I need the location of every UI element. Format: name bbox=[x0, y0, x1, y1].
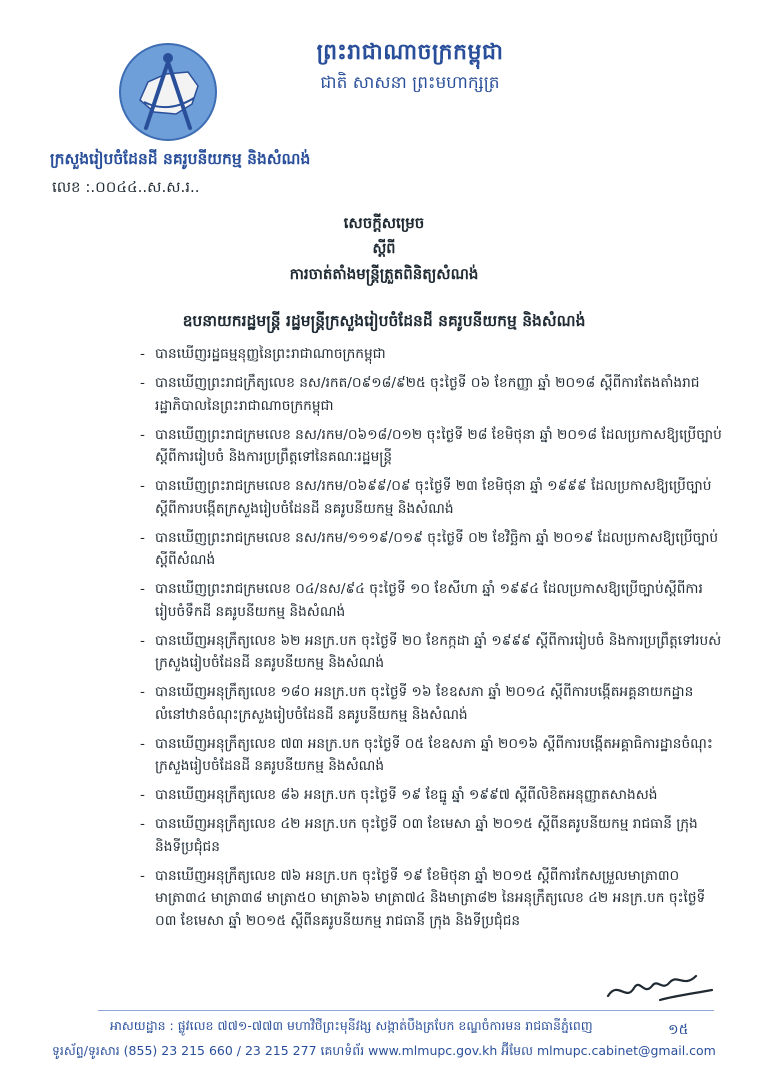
decision-subtitle-on: ស្តីពី bbox=[372, 241, 396, 257]
clause-item: - បានឃើញអនុក្រឹត្យលេខ ៧៣ អនក្រ.បក ចុះថ្ងៃទី ០៥ ខែឧសភា ឆ្នាំ ២០១៦ ស្តីពីការបង្កើតអគ្គាធិការដ្ឋានចំណុះក្រសួងរៀបចំដែនដី នគរូបនីយកម្ម និងសំណង់ bbox=[140, 733, 725, 778]
issuing-authority: ឧបនាយករដ្ឋមន្ត្រី រដ្ឋមន្ត្រីក្រសួងរៀបចំដែនដី នគរូបនីយកម្ម និងសំណង់ bbox=[182, 312, 586, 330]
handwritten-signature-icon bbox=[600, 966, 720, 1010]
clause-item: - បានឃើញអនុក្រឹត្យលេខ ១៨០ អនក្រ.បក ចុះថ្ងៃទី ១៦ ខែឧសភា ឆ្នាំ ២០១៤ ស្តីពីការបង្កើតអគ្គនាយកដ្ឋានលំនៅឋានចំណុះក្រសួងរៀបចំដែនដី នគរូបនីយកម្ម និងសំណង់ bbox=[140, 681, 725, 726]
clause-item: - បានឃើញរដ្ឋធម្មនុញ្ញនៃព្រះរាជាណាចក្រកម្ពុជា bbox=[140, 343, 725, 366]
footer-address: អាសយដ្ឋាន : ផ្លូវលេខ ៧៧១-៧៧៣ មហាវិថីព្រះមុនីវង្ស សង្កាត់បឹងត្របែក ខណ្ឌចំការមន រាជធានីភ្នំពេញ bbox=[110, 1018, 593, 1033]
clause-item: - បានឃើញអនុក្រឹត្យលេខ ៧៦ អនក្រ.បក ចុះថ្ងៃទី ១៩ ខែមិថុនា ឆ្នាំ ២០១៥ ស្តីពីការកែសម្រួលមាត្រា៣០ មាត្រា៣៤ មាត្រា៣៨ មាត្រា៥០ មាត្រា៦៦ មាត្រា៧៤ និងមាត្រា៨២ នៃអនុក្រឹត្យលេខ ៤២ អនក្រ.បក ចុះថ្ងៃទី ០៣ ខែមេសា ឆ្នាំ ២០១៥ ស្តីពីនគរូបនីយកម្ម រាជធានី ក្រុង និងទីប្រជុំជន bbox=[140, 865, 725, 933]
clause-item: - បានឃើញអនុក្រឹត្យលេខ ៦២ អនក្រ.បក ចុះថ្ងៃទី ២០ ខែកក្កដា ឆ្នាំ ១៩៩៩ ស្តីពីការរៀបចំ និងការប្រព្រឹត្តទៅរបស់ក្រសួងរៀបចំដែនដី នគរូបនីយកម្ម និងសំណង់ bbox=[140, 630, 725, 675]
national-motto: ជាតិ សាសនា ព្រះមហាក្សត្រ bbox=[320, 73, 500, 93]
ministry-logo-icon bbox=[118, 42, 218, 142]
page-number: ១៥ bbox=[668, 1022, 689, 1038]
preamble-clauses bbox=[140, 343, 725, 939]
clause-item: - បានឃើញអនុក្រឹត្យលេខ ៨៦ អនក្រ.បក ចុះថ្ងៃទី ១៩ ខែធ្នូ ឆ្នាំ ១៩៩៧ ស្តីពីលិខិតអនុញ្ញាតសាងសង់ bbox=[140, 784, 725, 807]
decision-subject: ការចាត់តាំងមន្ត្រីត្រួតពិនិត្យសំណង់ bbox=[289, 265, 479, 283]
clause-item: - បានឃើញព្រះរាជក្រមលេខ នស/រកម/០៦៩៩/០៩ ចុះថ្ងៃទី ២៣ ខែមិថុនា ឆ្នាំ ១៩៩៩ ដែលប្រកាសឱ្យប្រើច្បាប់ស្តីពីការបង្កើតក្រសួងរៀបចំដែនដី នគរូបនីយកម្ម និងសំណង់ bbox=[140, 475, 725, 520]
clause-item: - បានឃើញព្រះរាជក្រមលេខ នស/រកម/០៦១៨/០១២ ចុះថ្ងៃទី ២៨ ខែមិថុនា ឆ្នាំ ២០១៨ ដែលប្រកាសឱ្យប្រើច្បាប់ស្តីពីការរៀបចំ និងការប្រព្រឹត្តទៅនៃគណៈរដ្ឋមន្ត្រី bbox=[140, 424, 725, 469]
kingdom-heading: ព្រះរាជាណាចក្រកម្ពុជា bbox=[316, 40, 504, 65]
clause-item: - បានឃើញព្រះរាជក្រមលេខ ០៤/នស/៩៤ ចុះថ្ងៃទី ១០ ខែសីហា ឆ្នាំ ១៩៩៤ ដែលប្រកាសឱ្យប្រើច្បាប់ស្តីពីការរៀបចំទឹកដី នគរូបនីយកម្ម និងសំណង់ bbox=[140, 578, 725, 623]
clause-item: - បានឃើញព្រះរាជក្រឹត្យលេខ នស/រកត/០៩១៨/៩២៥ ចុះថ្ងៃទី ០៦ ខែកញ្ញា ឆ្នាំ ២០១៨ ស្តីពីការតែងតាំងរាជរដ្ឋាភិបាលនៃព្រះរាជាណាចក្រកម្ពុជា bbox=[140, 372, 725, 417]
ministry-name: ក្រសួងរៀបចំដែនដី នគរូបនីយកម្ម និងសំណង់ bbox=[50, 150, 311, 168]
reference-number: លេខ :.០០៤៤..ស.ស.រ.. bbox=[52, 178, 200, 196]
clause-item: - បានឃើញព្រះរាជក្រមលេខ នស/រកម/១១១៩/០១៩ ចុះថ្ងៃទី ០២ ខែវិច្ឆិកា ឆ្នាំ ២០១៩ ដែលប្រកាសឱ្យប្រើច្បាប់ស្តីពីសំណង់ bbox=[140, 527, 725, 572]
clause-item: - បានឃើញអនុក្រឹត្យលេខ ៤២ អនក្រ.បក ចុះថ្ងៃទី ០៣ ខែមេសា ឆ្នាំ ២០១៥ ស្តីពីនគរូបនីយកម្ម រាជធានី ក្រុង និងទីប្រជុំជន bbox=[140, 813, 725, 858]
decision-title: សេចក្តីសម្រេច bbox=[343, 214, 425, 232]
footer-divider bbox=[98, 1010, 714, 1011]
footer-contact: ទូរស័ព្ទ/ទូរសារ (855) 23 215 660 / 23 215 277 គេហទំព័រ www.mlmupc.gov.kh អ៊ីមែល mlmupc.cabinet@gmail.com bbox=[52, 1043, 716, 1058]
